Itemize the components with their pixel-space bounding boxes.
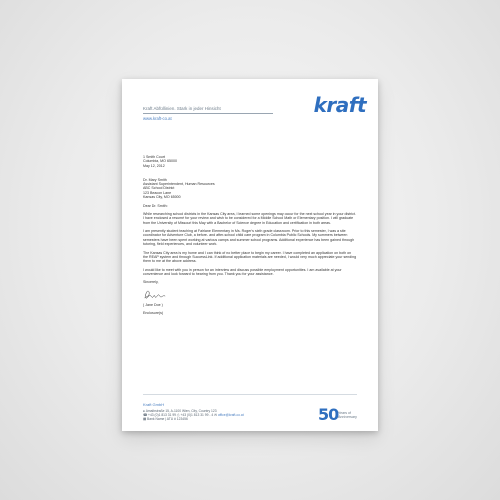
enclosures-note: Enclosure(s)	[143, 311, 164, 316]
footer-fax: +43 (0)1 813 31 99 - 4	[180, 412, 214, 417]
map-pin-icon: ●	[143, 408, 145, 413]
header-website-link[interactable]: www.kraft-co.at	[143, 116, 172, 121]
letter-paragraph: While researching school districts in the Kansas City area, I learned some openings may occur for the next school year in your district. I have enclosed a resumé for your review and wish to be considered for a Middle School Math or Elementary position. I will graduate from the University of Missouri this May with a Bachelor of Science degree in Education and certification in both areas.	[143, 212, 356, 225]
footer-bank: Bank Name	[147, 416, 165, 421]
signer-name: ( Jane Doe )	[143, 302, 163, 307]
anniversary-line-2: Anniversary	[338, 415, 357, 420]
letter-body	[143, 155, 357, 316]
signature-image	[143, 289, 169, 301]
footer-contact	[143, 403, 293, 421]
recipient-street: 123 Beacon Lane	[143, 190, 172, 195]
fax-icon: ⎙	[176, 412, 180, 417]
letter-paragraph: I would like to meet with you in person for an interview and discuss possible employment opportunities. I am available at your convenience and look forward to hearing from you. Thank you for your assistance.	[143, 267, 342, 276]
salutation: Dear Dr. Smith:	[143, 203, 168, 208]
letterhead-page	[122, 79, 378, 431]
anniversary-badge	[318, 407, 366, 427]
mail-icon: ✉	[214, 412, 217, 417]
letter-paragraph: I am presently student teaching at Fairlane Elementary in Ms. Roger's sixth grade classroom. Prior to this semester, I was a site coordinator for Adventure Club, a before- and after-school child care program in Columbia Public Schools. My summers between semesters have been spent working at various camps and summer school programs. Additional experience has been gained through tutoring, field experiences, and volunteer work.	[143, 229, 355, 247]
sender-street: 1 Smith Court	[143, 155, 165, 159]
header-divider	[143, 113, 273, 114]
footer-atu: ATU # 123456	[166, 416, 188, 421]
recipient-title: Assistant Superintendent, Human Resources	[143, 182, 215, 187]
closing: Sincerely,	[143, 280, 159, 285]
sender-city: Columbia, MO 65000	[143, 159, 177, 164]
header-tagline: Kraft Abfüllinien. Stark in jeder Hinsicht	[143, 106, 221, 111]
anniversary-line-1: Years of	[338, 411, 352, 415]
footer-divider	[143, 394, 357, 395]
phone-icon: ☎	[143, 412, 148, 417]
bank-icon: ▦	[143, 416, 147, 421]
kraft-logo: kraft	[313, 93, 366, 117]
recipient-name: Dr. Mary Smith	[143, 177, 167, 182]
footer-email-link[interactable]: office@kraft-co.at	[217, 412, 244, 417]
footer-address: Amalbstraße 15, A-1100 Wien, City, Country 123	[145, 408, 217, 413]
footer-company: Kraft GmbH	[143, 402, 165, 407]
footer-phone: +43 (0)1 813 31 99	[148, 412, 176, 417]
recipient-city: Kansas City, MO 65000	[143, 195, 181, 200]
footer-bank-line: ▦ Bank Name | ATU # 123456	[143, 416, 188, 421]
letter-date: May 12, 2012	[143, 163, 165, 168]
letter-paragraph: The Kansas City area is my home and I can think of no better place to begin my career. I have completed an application on both on the REAP system and through SuccessLink. If additional application materials are needed, I would very much appreciate your sending them to me at the above address.	[143, 250, 357, 264]
recipient-organization: ABC School District	[143, 186, 175, 191]
anniversary-number: 50	[318, 405, 339, 424]
